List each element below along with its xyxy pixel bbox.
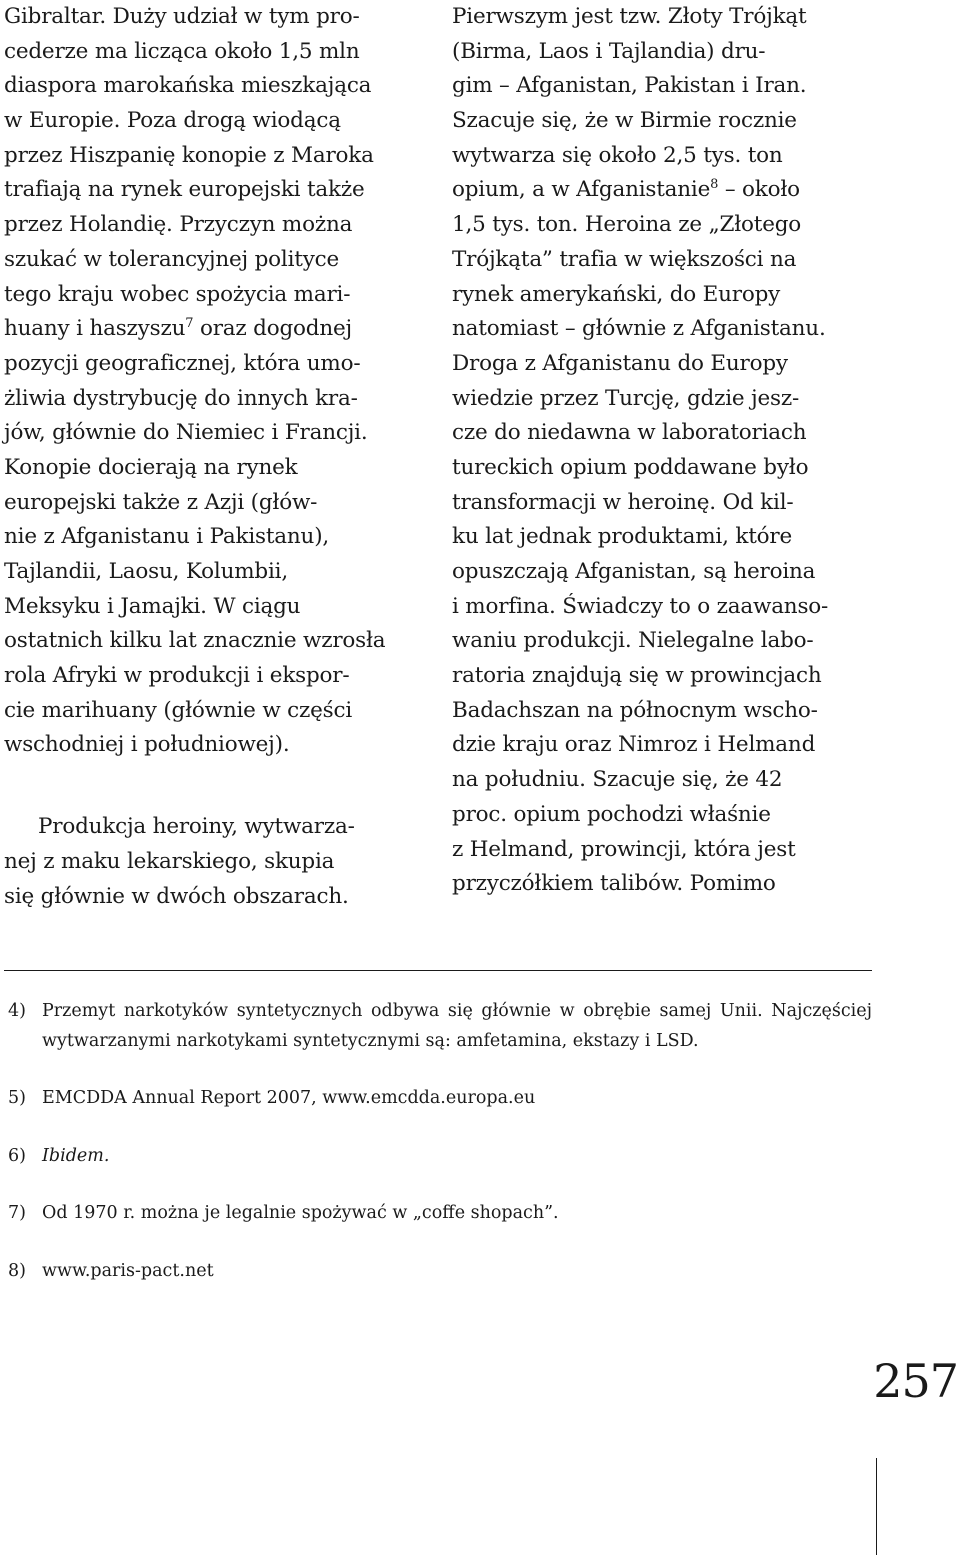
- text-line-with-footnote-ref: [4, 312, 434, 347]
- text-line: diaspora marokańska mieszkająca: [4, 73, 372, 99]
- text-line: gim – Afganistan, Pakistan i Iran.: [452, 73, 807, 99]
- text-line: natomiast – głównie z Afganistanu.: [452, 316, 826, 342]
- text-line: proc. opium pochodzi właśnie: [452, 801, 771, 827]
- right-text-column: [452, 0, 872, 902]
- text-line: na południu. Szacuje się, że 42: [452, 767, 783, 793]
- footnote-separator: [4, 970, 872, 971]
- footnote-7: [4, 1199, 872, 1229]
- footnote-number: 5): [8, 1088, 26, 1109]
- text-line: Trójkąta” trafia w większości na: [452, 246, 797, 272]
- text-line: szukać w tolerancyjnej polityce: [4, 246, 340, 272]
- text-line: przez Holandię. Przyczyn można: [4, 212, 353, 238]
- text-line: ratoria znajdują się w prowincjach: [452, 663, 822, 689]
- footnote-6: [4, 1142, 872, 1172]
- text-line-with-footnote-ref: [452, 173, 872, 208]
- text-line: rynek amerykański, do Europy: [452, 281, 781, 307]
- text-line: w Europie. Poza drogą wiodącą: [4, 108, 341, 134]
- text-line: Konopie docierają na rynek: [4, 454, 298, 480]
- text-line: ostatnich kilku lat znacznie wzrosła: [4, 628, 386, 654]
- text-line: europejski także z Azji (głów-: [4, 489, 318, 515]
- text-line: z Helmand, prowincji, która jest: [452, 836, 796, 862]
- page-number: 257: [873, 1354, 958, 1408]
- text-line: wiedzie przez Turcję, gdzie jesz-: [452, 385, 800, 411]
- text-line: Pierwszym jest tzw. Złoty Trójkąt: [452, 4, 807, 29]
- text-line: Produkcja heroiny, wytwarza-: [38, 814, 355, 840]
- text-line: się głównie w dwóch obszarach.: [4, 883, 349, 909]
- footnote-number: 6): [8, 1145, 26, 1166]
- footnote-number: 4): [8, 1001, 26, 1021]
- text-line: ku lat jednak produktami, które: [452, 524, 792, 550]
- text-line: tureckich opium poddawane było: [452, 454, 809, 480]
- text-line: żliwia dystrybucję do innych kra-: [4, 385, 358, 411]
- text-line: wytwarza się około 2,5 tys. ton: [452, 142, 783, 168]
- text-line: opuszczają Afganistan, są heroina: [452, 559, 816, 584]
- text-line: Tajlandii, Laosu, Kolumbii,: [4, 559, 288, 584]
- text-line: cie marihuany (głównie w części: [4, 697, 353, 723]
- paragraph-heroin-production: [4, 810, 434, 914]
- footnote-text: Ibidem.: [42, 1145, 110, 1166]
- footnote-8: [4, 1257, 872, 1287]
- footnote-ref-8[interactable]: 8: [710, 177, 719, 193]
- text-line: nej z maku lekarskiego, skupia: [4, 848, 335, 874]
- text-line: i morfina. Świadczy to o zaawanso-: [452, 593, 829, 619]
- text-line: waniu produkcji. Nielegalne labo-: [452, 628, 814, 654]
- text-line: dzie kraju oraz Nimroz i Helmand: [452, 732, 816, 758]
- left-text-column: [4, 0, 434, 914]
- paragraph-cannabis-routes: [4, 0, 434, 763]
- footnote-5: [4, 1084, 872, 1114]
- text-line: Gibraltar. Duży udział w tym pro-: [4, 4, 360, 29]
- text-segment: huany i haszyszu: [4, 316, 186, 342]
- footnote-number: 8): [8, 1260, 26, 1281]
- text-line: nie z Afganistanu i Pakistanu),: [4, 524, 330, 550]
- footnote-ref-7[interactable]: 7: [185, 316, 194, 332]
- page-margin-rule: [876, 1458, 877, 1555]
- text-line: transformacji w heroinę. Od kil-: [452, 489, 794, 515]
- text-line: Meksyku i Jamajki. W ciągu: [4, 593, 301, 619]
- footnote-text: www.paris-pact.net: [42, 1260, 214, 1281]
- text-line: trafiają na rynek europejski także: [4, 177, 365, 203]
- text-line: cze do niedawna w laboratoriach: [452, 420, 807, 446]
- text-segment: opium, a w Afganistanie: [452, 177, 711, 203]
- text-line: Szacuje się, że w Birmie rocznie: [452, 108, 797, 134]
- text-line: przez Hiszpanię konopie z Maroka: [4, 142, 374, 168]
- text-line: jów, głównie do Niemiec i Francji.: [4, 420, 368, 446]
- footnote-text: EMCDDA Annual Report 2007, www.emcdda.europa.eu: [42, 1088, 536, 1109]
- footnote-text: Od 1970 r. można je legalnie spożywać w „coffe shopach”.: [42, 1203, 559, 1224]
- text-line: cederze ma licząca około 1,5 mln: [4, 38, 360, 64]
- text-line: 1,5 tys. ton. Heroina ze „Złotego: [452, 212, 802, 238]
- text-segment: oraz dogodnej: [193, 316, 352, 342]
- text-line: przyczółkiem talibów. Pomimo: [452, 871, 776, 897]
- text-segment: – około: [718, 177, 800, 203]
- text-line: wschodniej i południowej).: [4, 732, 290, 758]
- text-line: Badachszan na północnym wscho-: [452, 697, 818, 723]
- paragraph-gap: [4, 763, 434, 810]
- footnote-number: 7): [8, 1203, 26, 1224]
- footnote-4: [4, 997, 872, 1056]
- footnote-text: Przemyt narkotyków syntetycznych odbywa się głównie w obrębie samej Unii. Najczęściej wytwarzanymi narkotykami syntetycznymi są: amfetamina, ekstazy i LSD.: [42, 1001, 872, 1051]
- text-line: Droga z Afganistanu do Europy: [452, 350, 788, 376]
- footnotes: [4, 997, 872, 1287]
- text-line: (Birma, Laos i Tajlandia) dru-: [452, 38, 766, 64]
- text-line: rola Afryki w produkcji i ekspor-: [4, 663, 350, 689]
- text-line: pozycji geograficznej, która umo-: [4, 350, 361, 376]
- text-line: tego kraju wobec spożycia mari-: [4, 281, 351, 307]
